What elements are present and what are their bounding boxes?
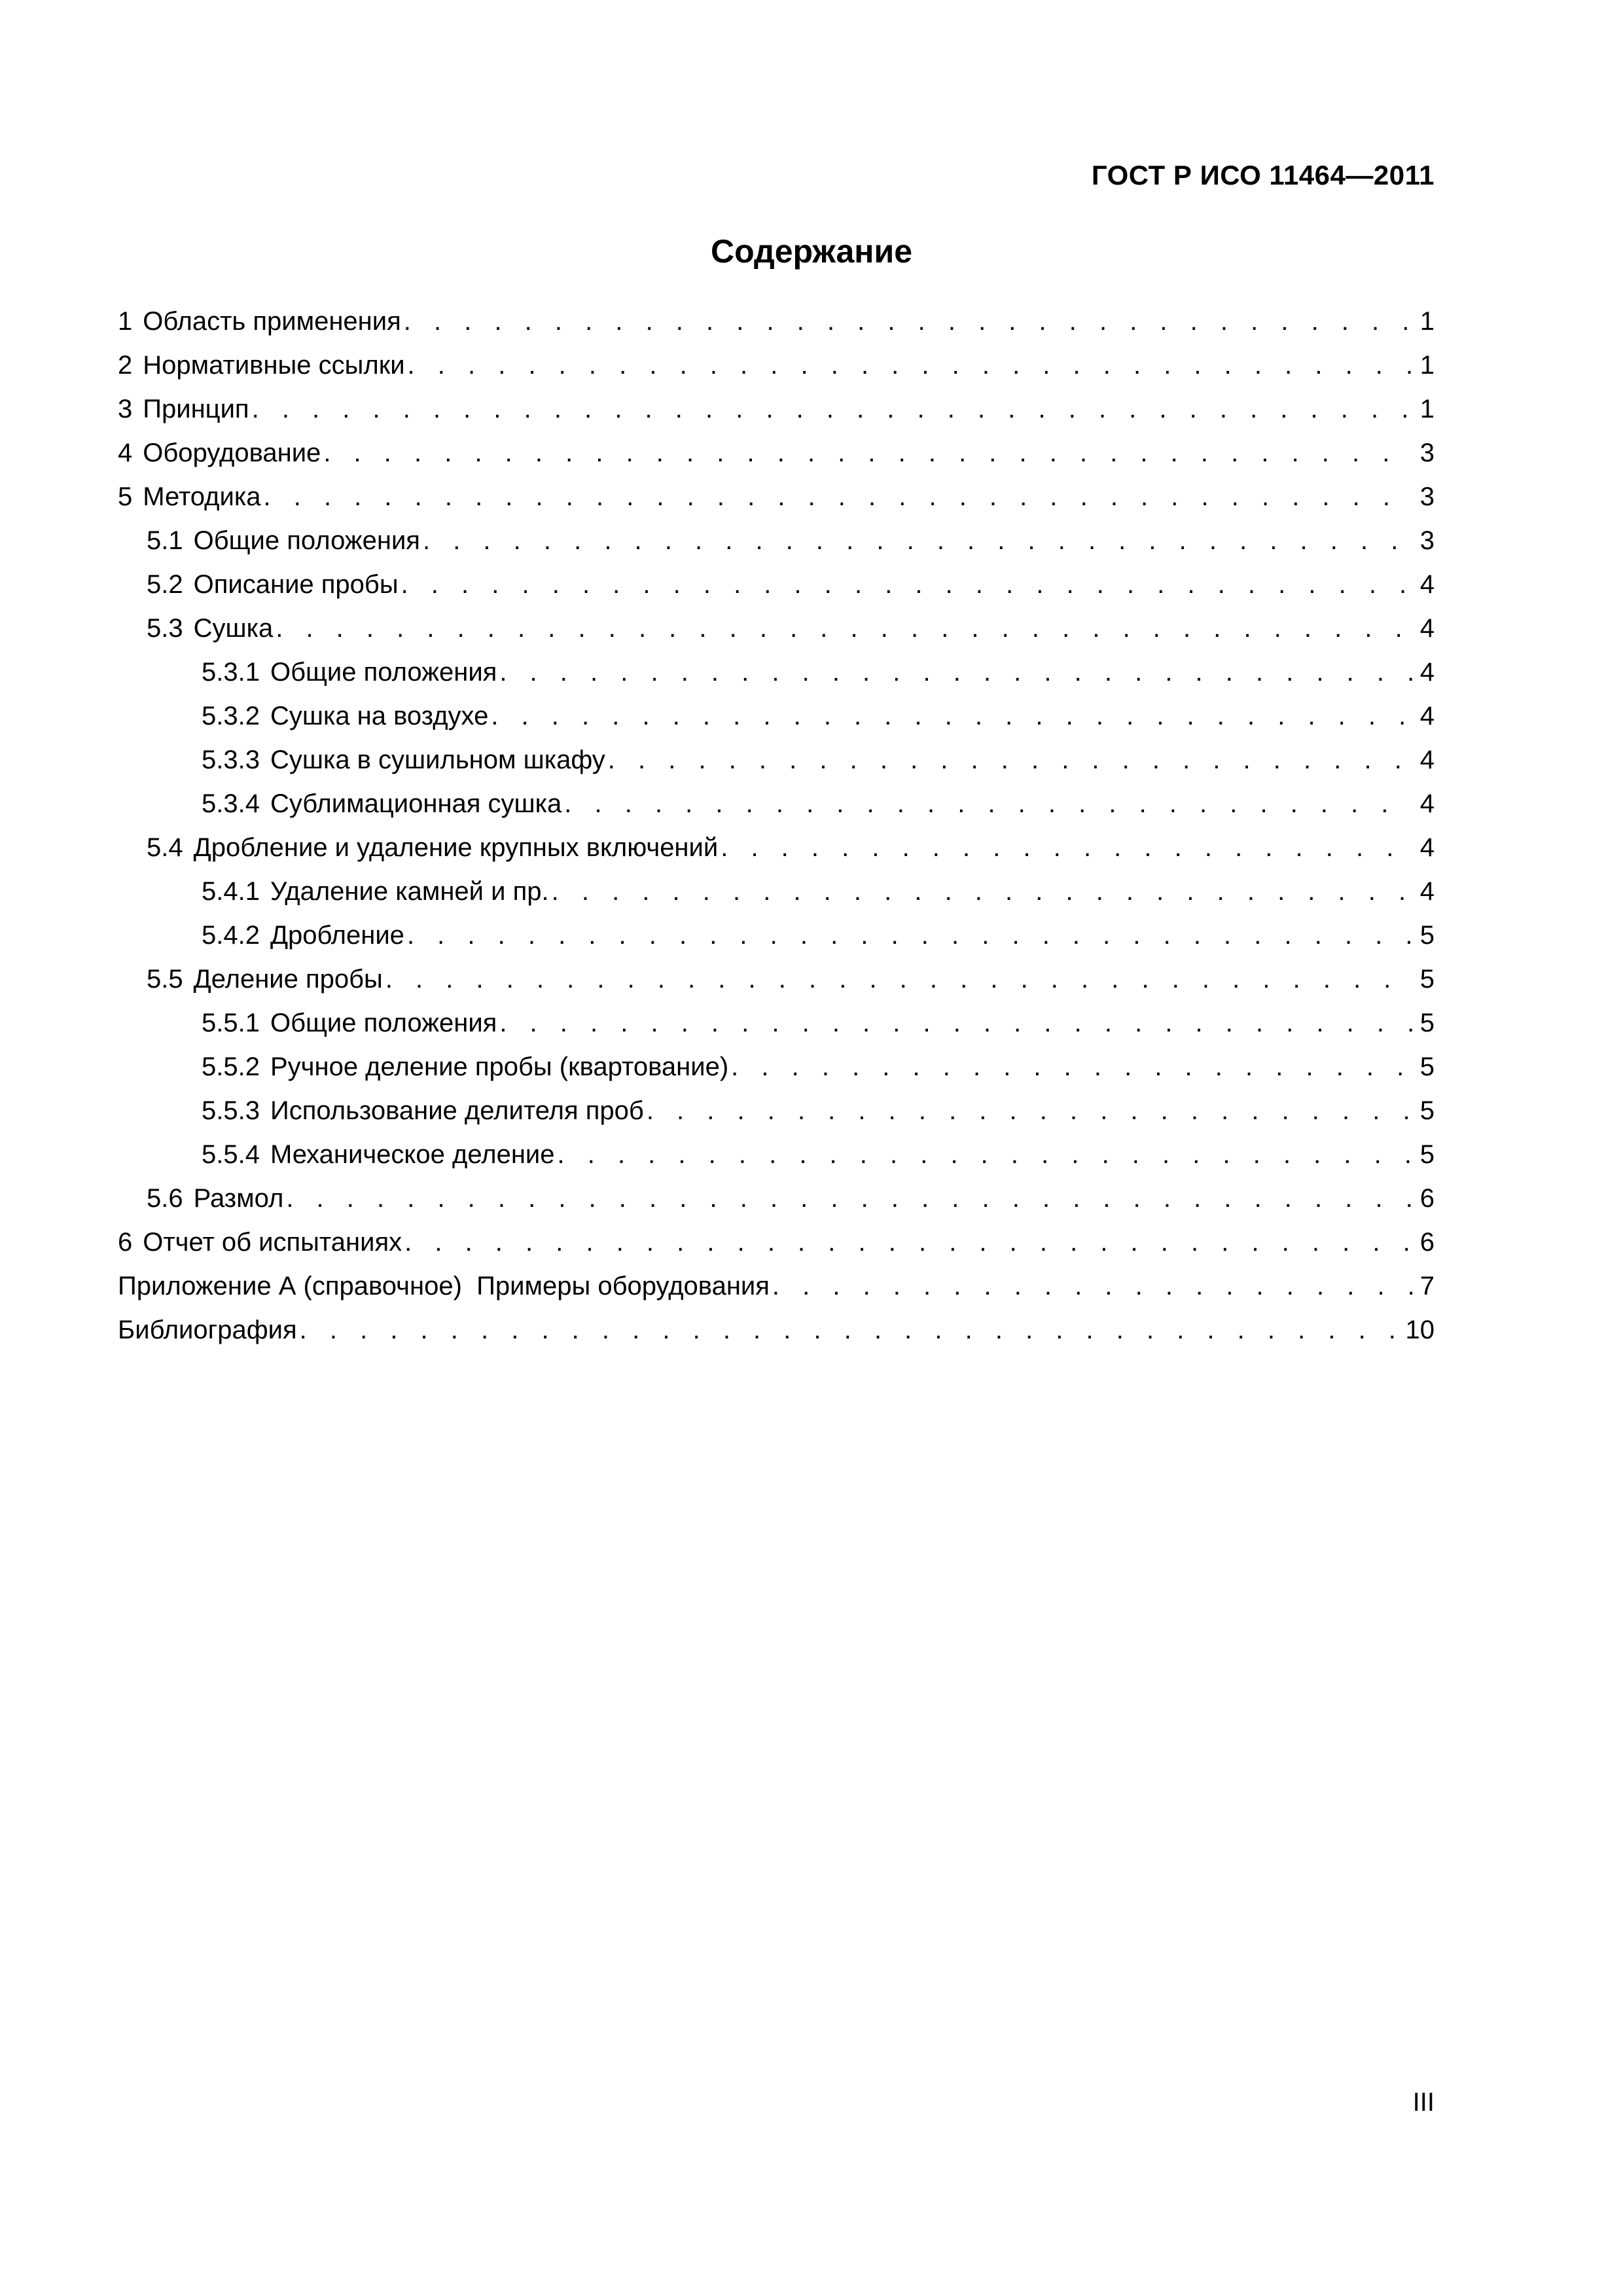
- toc-entry-6[interactable]: [118, 1221, 1435, 1265]
- toc-dot-leader: [499, 1001, 1414, 1045]
- toc-entry-number: 1: [118, 307, 133, 336]
- toc-entry-page: 4: [1419, 658, 1435, 687]
- toc-entry-number: 5.2: [147, 570, 183, 599]
- toc-entry-page: 3: [1419, 439, 1435, 467]
- toc-entry-page: 5: [1419, 1140, 1435, 1169]
- toc-entry-label: Дробление: [270, 921, 404, 950]
- toc-dot-leader: [252, 387, 1414, 431]
- toc-entry-number: 5.5.1: [202, 1009, 260, 1037]
- toc-dot-leader: [263, 475, 1414, 519]
- toc-dot-leader: [401, 563, 1414, 607]
- toc-entry-3[interactable]: [118, 387, 1435, 431]
- toc-entry-5-5-4[interactable]: [118, 1133, 1435, 1177]
- document-code: ГОСТ Р ИСО 11464—2011: [1091, 160, 1435, 190]
- toc-dot-leader: [408, 344, 1414, 387]
- toc-entry-5-1[interactable]: [118, 519, 1435, 563]
- toc-entry-page: 10: [1405, 1316, 1435, 1344]
- toc-entry-label: Нормативные ссылки: [143, 351, 405, 380]
- toc-entry-label: Приложение А (справочное) Примеры оборудования: [118, 1272, 770, 1300]
- toc-entry-page: 4: [1419, 570, 1435, 599]
- toc-dot-leader: [407, 914, 1414, 958]
- toc-dot-leader: [423, 519, 1414, 563]
- toc-entry-5-5[interactable]: [118, 958, 1435, 1001]
- toc-entry-page: 1: [1419, 351, 1435, 380]
- toc-entry-page: 5: [1419, 965, 1435, 994]
- toc-entry-number: 3: [118, 395, 133, 423]
- toc-entry-label: Описание пробы: [193, 570, 399, 599]
- toc-entry-appendix-a[interactable]: [118, 1265, 1435, 1308]
- toc-entry-1[interactable]: [118, 300, 1435, 344]
- page-title: Содержание: [710, 233, 913, 270]
- toc-entry-label: Дробление и удаление крупных включений: [193, 833, 719, 862]
- toc-entry-number: 5.4: [147, 833, 183, 862]
- toc-entry-5-2[interactable]: [118, 563, 1435, 607]
- toc-entry-5-3[interactable]: [118, 607, 1435, 651]
- toc-entry-label: Сублимационная сушка: [270, 789, 562, 818]
- toc-entry-5-6[interactable]: [118, 1177, 1435, 1221]
- toc-entry-5-3-1[interactable]: [118, 651, 1435, 694]
- toc-dot-leader: [499, 651, 1414, 694]
- toc-dot-leader: [385, 958, 1414, 1001]
- toc-entry-page: 6: [1419, 1228, 1435, 1257]
- toc-entry-number: 5.5: [147, 965, 183, 994]
- toc-entry-2[interactable]: [118, 344, 1435, 387]
- toc-dot-leader: [552, 870, 1414, 914]
- toc-entry-label: Сушка: [193, 614, 274, 643]
- toc-dot-leader: [300, 1308, 1402, 1352]
- toc-entry-page: 5: [1419, 1096, 1435, 1125]
- toc-entry-page: 1: [1419, 307, 1435, 336]
- toc-entry-number: 5.3: [147, 614, 183, 643]
- toc-dot-leader: [564, 782, 1414, 826]
- toc-entry-label: Ручное деление пробы (квартование): [270, 1052, 729, 1081]
- toc-entry-5-3-2[interactable]: [118, 694, 1435, 738]
- table-of-contents: [118, 300, 1435, 1352]
- toc-entry-label: Общие положения: [193, 526, 420, 555]
- toc-entry-page: 3: [1419, 482, 1435, 511]
- toc-entry-label: Общие положения: [270, 658, 497, 687]
- toc-entry-number: 5.3.1: [202, 658, 260, 687]
- toc-entry-label: Область применения: [143, 307, 401, 336]
- toc-entry-number: 5.5.3: [202, 1096, 260, 1125]
- toc-entry-number: 5.4.2: [202, 921, 260, 950]
- toc-entry-page: 3: [1419, 526, 1435, 555]
- toc-dot-leader: [323, 431, 1414, 475]
- toc-entry-5-4[interactable]: [118, 826, 1435, 870]
- toc-entry-number: 5.5.2: [202, 1052, 260, 1081]
- toc-entry-page: 4: [1419, 745, 1435, 774]
- toc-entry-page: 4: [1419, 702, 1435, 730]
- toc-dot-leader: [491, 694, 1414, 738]
- toc-entry-page: 4: [1419, 877, 1435, 906]
- toc-entry-5-5-2[interactable]: [118, 1045, 1435, 1089]
- toc-entry-number: 5.4.1: [202, 877, 260, 906]
- toc-entry-page: 5: [1419, 921, 1435, 950]
- toc-dot-leader: [276, 607, 1414, 651]
- toc-entry-label: Сушка на воздухе: [270, 702, 489, 730]
- toc-entry-page: 6: [1419, 1184, 1435, 1213]
- toc-entry-page: 4: [1419, 833, 1435, 862]
- toc-entry-label: Удаление камней и пр.: [270, 877, 549, 906]
- toc-entry-label: Оборудование: [143, 439, 321, 467]
- toc-dot-leader: [404, 300, 1414, 344]
- toc-entry-5-5-1[interactable]: [118, 1001, 1435, 1045]
- toc-entry-number: 4: [118, 439, 133, 467]
- toc-entry-label: Библиография: [118, 1316, 297, 1344]
- toc-entry-number: 5.1: [147, 526, 183, 555]
- toc-dot-leader: [558, 1133, 1414, 1177]
- toc-entry-5-4-1[interactable]: [118, 870, 1435, 914]
- toc-entry-label: Использование делителя проб: [270, 1096, 644, 1125]
- toc-dot-leader: [647, 1089, 1414, 1133]
- toc-entry-label: Сушка в сушильном шкафу: [270, 745, 605, 774]
- toc-entry-number: 2: [118, 351, 133, 380]
- toc-entry-5-5-3[interactable]: [118, 1089, 1435, 1133]
- toc-entry-page: 4: [1419, 789, 1435, 818]
- toc-dot-leader: [404, 1221, 1414, 1265]
- toc-dot-leader: [772, 1265, 1414, 1308]
- toc-entry-number: 5: [118, 482, 133, 511]
- page-number: III: [1412, 2088, 1435, 2117]
- toc-entry-number: 5.5.4: [202, 1140, 260, 1169]
- toc-entry-label: Методика: [143, 482, 261, 511]
- toc-entry-5-3-3[interactable]: [118, 738, 1435, 782]
- toc-entry-label: Размол: [193, 1184, 284, 1213]
- toc-dot-leader: [721, 826, 1414, 870]
- toc-entry-page: 1: [1419, 395, 1435, 423]
- toc-entry-5-4-2[interactable]: [118, 914, 1435, 958]
- toc-entry-number: 5.6: [147, 1184, 183, 1213]
- toc-entry-label: Общие положения: [270, 1009, 497, 1037]
- toc-entry-5-3-4[interactable]: [118, 782, 1435, 826]
- toc-entry-number: 5.3.3: [202, 745, 260, 774]
- toc-entry-bibliography[interactable]: [118, 1308, 1435, 1352]
- toc-dot-leader: [731, 1045, 1414, 1089]
- toc-entry-label: Механическое деление: [270, 1140, 555, 1169]
- toc-entry-5[interactable]: [118, 475, 1435, 519]
- toc-entry-number: 5.3.4: [202, 789, 260, 818]
- toc-entry-label: Принцип: [143, 395, 249, 423]
- toc-entry-page: 4: [1419, 614, 1435, 643]
- toc-entry-4[interactable]: [118, 431, 1435, 475]
- toc-entry-number: 6: [118, 1228, 133, 1257]
- toc-entry-page: 7: [1419, 1272, 1435, 1300]
- toc-dot-leader: [286, 1177, 1414, 1221]
- toc-entry-page: 5: [1419, 1009, 1435, 1037]
- toc-dot-leader: [608, 738, 1414, 782]
- toc-entry-label: Отчет об испытаниях: [143, 1228, 402, 1257]
- toc-entry-number: 5.3.2: [202, 702, 260, 730]
- toc-entry-label: Деление пробы: [193, 965, 383, 994]
- toc-entry-page: 5: [1419, 1052, 1435, 1081]
